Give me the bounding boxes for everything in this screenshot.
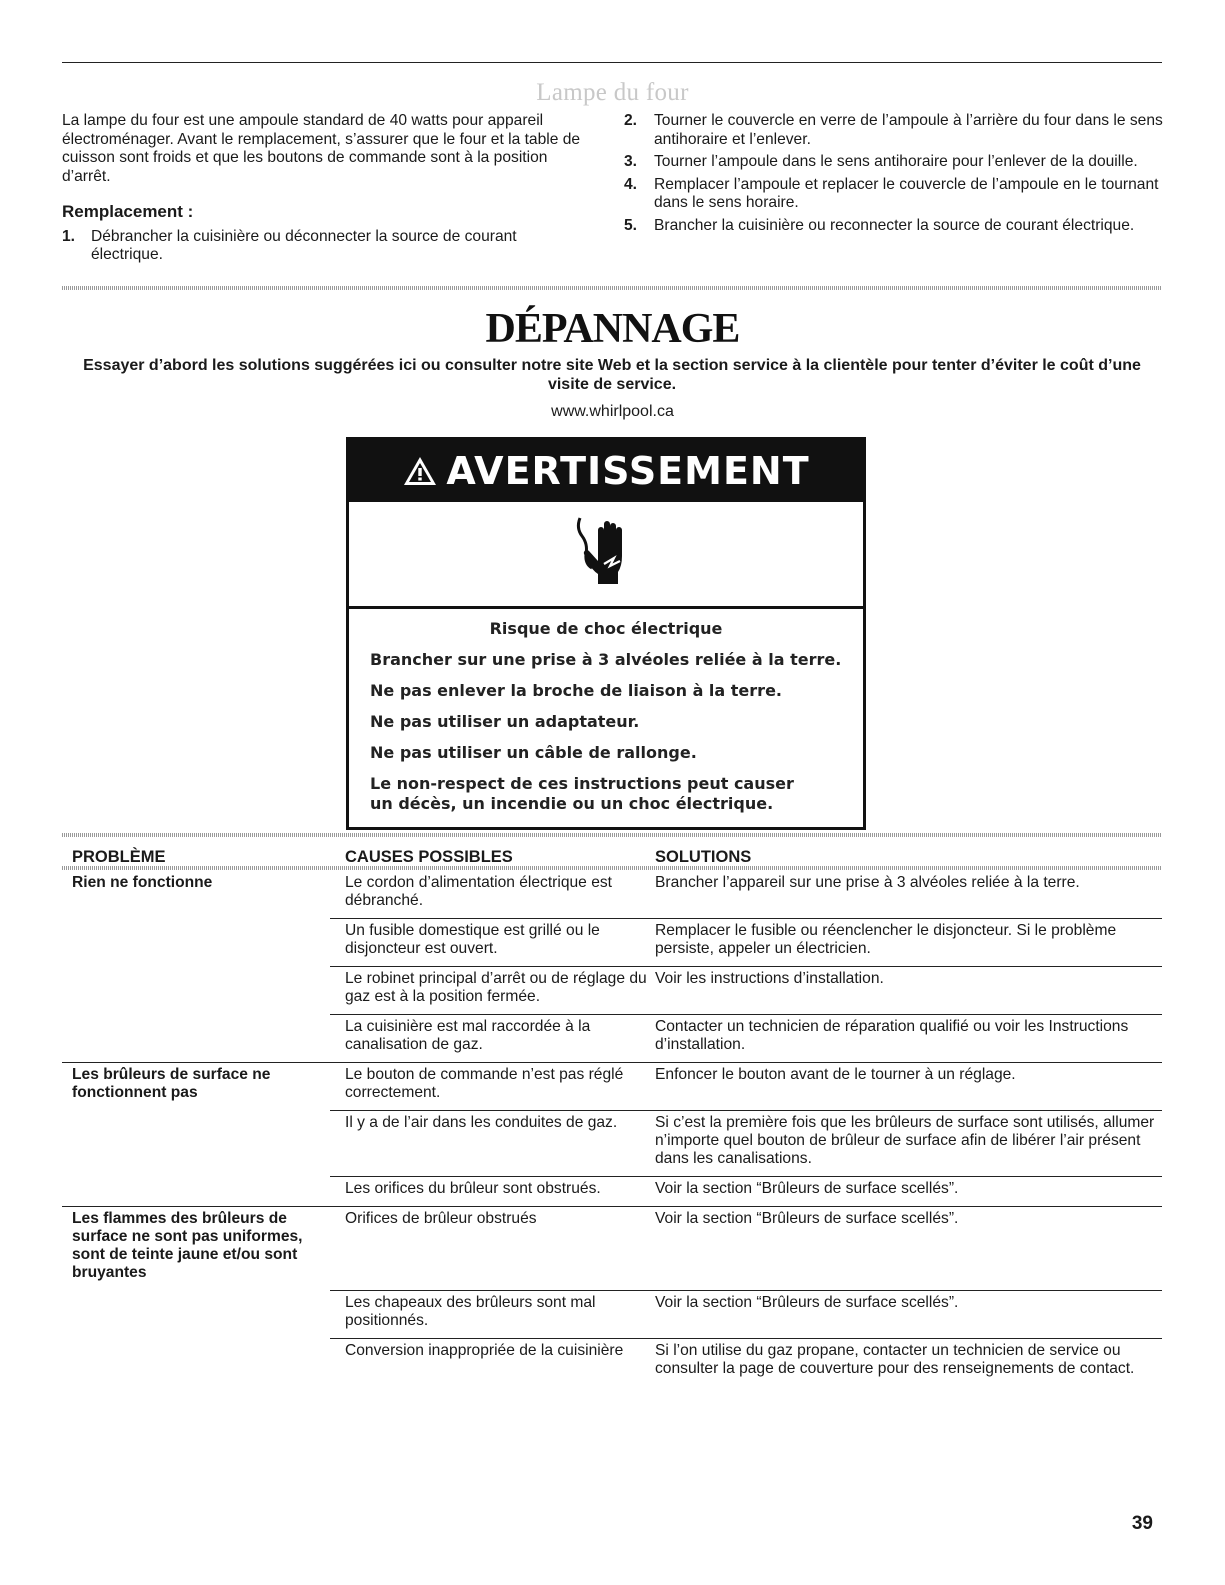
replacement-subhead: Remplacement : [62, 202, 194, 221]
table-row [62, 967, 1162, 1015]
table-row [62, 1290, 1162, 1338]
cause-cell: Le bouton de commande n’est pas réglé correctement. [330, 1063, 655, 1111]
warning-heading: Risque de choc électrique [489, 619, 723, 638]
table-row [62, 868, 1162, 919]
cause-cell: Les orifices du brûleur sont obstrués. [330, 1177, 655, 1207]
troubleshooting-table [62, 846, 1162, 1386]
step-number: 1. [62, 227, 76, 245]
table-row [62, 1207, 1162, 1291]
solution-cell: Si l’on utilise du gaz propane, contacter un technicien de service ou consulter la page de couverture pour des renseignements de contact. [655, 1338, 1162, 1386]
warning-line: Ne pas enlever la broche de liaison à la terre. [370, 681, 782, 700]
step-text: Remplacer l’ampoule et replacer le couvercle de l’ampoule en le tournant dans le sens horaire. [654, 175, 1159, 211]
table-header-row [62, 846, 1162, 868]
solution-cell: Brancher l’appareil sur une prise à 3 alvéoles reliée à la terre. [655, 874, 1080, 891]
solution-cell: Contacter un technicien de réparation qualifié ou voir les Instructions d’installation. [655, 1015, 1162, 1063]
warning-line: Ne pas utiliser un adaptateur. [370, 712, 640, 731]
cause-cell: Un fusible domestique est grillé ou le disjoncteur est ouvert. [330, 919, 655, 967]
lamp-section-title: Lampe du four [536, 79, 689, 106]
problem-cell [62, 1290, 330, 1338]
cause-cell: La cuisinière est mal raccordée à la canalisation de gaz. [330, 1015, 655, 1063]
problem-cell [62, 1338, 330, 1386]
step-number: 3. [624, 153, 638, 170]
warning-text [349, 609, 863, 814]
table-row [62, 1177, 1162, 1207]
warning-line: Ne pas utiliser un câble de rallonge. [370, 743, 697, 762]
warning-icon-area [349, 502, 863, 609]
cause-cell: Les chapeaux des brûleurs sont mal positionnés. [330, 1290, 655, 1338]
solution-cell: Voir la section “Brûleurs de surface scellés”. [655, 1207, 1162, 1291]
problem-cell: Les brûleurs de surface ne fonctionnent pas [62, 1063, 330, 1111]
lamp-step [624, 153, 1164, 172]
warning-banner-text: AVERTISSEMENT [446, 449, 810, 493]
header-problem: PROBLÈME [72, 848, 166, 866]
table-row [62, 919, 1162, 967]
warning-consequence-2: un décès, un incendie ou un choc électrique. [370, 794, 774, 813]
lamp-right-column [624, 112, 1164, 239]
cause-cell: Conversion inappropriée de la cuisinière [330, 1338, 655, 1386]
table-row [62, 1111, 1162, 1177]
page-number: 39 [1131, 1513, 1153, 1534]
website-url: www.whirlpool.ca [551, 403, 674, 420]
troubleshooting-intro: Essayer d’abord les solutions suggérées ici ou consulter notre site Web et la section service à la clientèle pour tenter d’éviter le coût d’une visite de service. [83, 357, 1141, 393]
step-text: Brancher la cuisinière ou reconnecter la source de courant électrique. [654, 216, 1135, 234]
lamp-intro: La lampe du four est une ampoule standard de 40 watts pour appareil électroménager. Avant le remplacement, s’assurer que le four et la table de cuisson sont froids et que les boutons de commande sont à la position d’arrêt. [62, 112, 581, 185]
warning-consequence-1: Le non-respect de ces instructions peut causer [370, 774, 794, 793]
warning-banner [349, 440, 863, 502]
cause-cell: Orifices de brûleur obstrués [330, 1207, 655, 1291]
problem-cell: Rien ne fonctionne [72, 874, 213, 891]
step-number: 5. [624, 216, 638, 234]
warning-box [346, 437, 866, 830]
lamp-step [624, 176, 1164, 213]
table-row [62, 1338, 1162, 1386]
problem-cell [62, 1177, 330, 1207]
lamp-step [624, 217, 1164, 236]
problem-cell [62, 967, 330, 1015]
top-rule [62, 62, 1162, 63]
table-top-divider [62, 833, 1162, 837]
section-divider [62, 286, 1162, 290]
solution-cell: Enfoncer le bouton avant de le tourner à un réglage. [655, 1063, 1162, 1111]
step-text: Tourner le couvercle en verre de l’ampoule à l’arrière du four dans le sens antihoraire et l’enlever. [654, 112, 1163, 148]
step-number: 4. [624, 175, 638, 193]
cause-cell: Il y a de l’air dans les conduites de gaz. [330, 1111, 655, 1177]
header-solutions: SOLUTIONS [655, 848, 752, 866]
header-causes: CAUSES POSSIBLES [345, 848, 513, 866]
solution-cell: Remplacer le fusible ou réenclencher le disjoncteur. Si le problème persiste, appeler un électricien. [655, 919, 1162, 967]
table-row [62, 1015, 1162, 1063]
cause-cell: Le robinet principal d’arrêt ou de réglage du gaz est à la position fermée. [330, 967, 655, 1015]
solution-cell: Voir la section “Brûleurs de surface scellés”. [655, 1177, 1162, 1207]
lamp-step [624, 112, 1164, 149]
step-text: Débrancher la cuisinière ou déconnecter la source de courant électrique. [91, 227, 517, 263]
problem-cell: Les flammes des brûleurs de surface ne sont pas uniformes, sont de teinte jaune et/ou sont bruyantes [62, 1207, 330, 1291]
lamp-left-column [62, 112, 592, 269]
warning-triangle-icon [402, 455, 438, 487]
table-row [62, 1063, 1162, 1111]
troubleshooting-title: DÉPANNAGE [485, 306, 740, 352]
solution-cell: Si c’est la première fois que les brûleurs de surface sont utilisés, allumer n’importe quel bouton de brûleur de surface afin de libérer l’air présent dans les canalisations. [655, 1111, 1162, 1177]
cause-cell: Le cordon d’alimentation électrique est débranché. [345, 874, 612, 909]
solution-cell: Voir les instructions d’installation. [655, 967, 1162, 1015]
warning-line: Brancher sur une prise à 3 alvéoles reliée à la terre. [370, 650, 842, 669]
step-number: 2. [624, 112, 638, 129]
electric-shock-hand-icon [574, 514, 638, 594]
problem-cell [62, 1015, 330, 1063]
solution-cell: Voir la section “Brûleurs de surface scellés”. [655, 1290, 1162, 1338]
lamp-step [62, 228, 592, 265]
problem-cell [62, 1111, 330, 1177]
step-text: Tourner l’ampoule dans le sens antihoraire pour l’enlever de la douille. [654, 153, 1138, 170]
problem-cell [62, 919, 330, 967]
